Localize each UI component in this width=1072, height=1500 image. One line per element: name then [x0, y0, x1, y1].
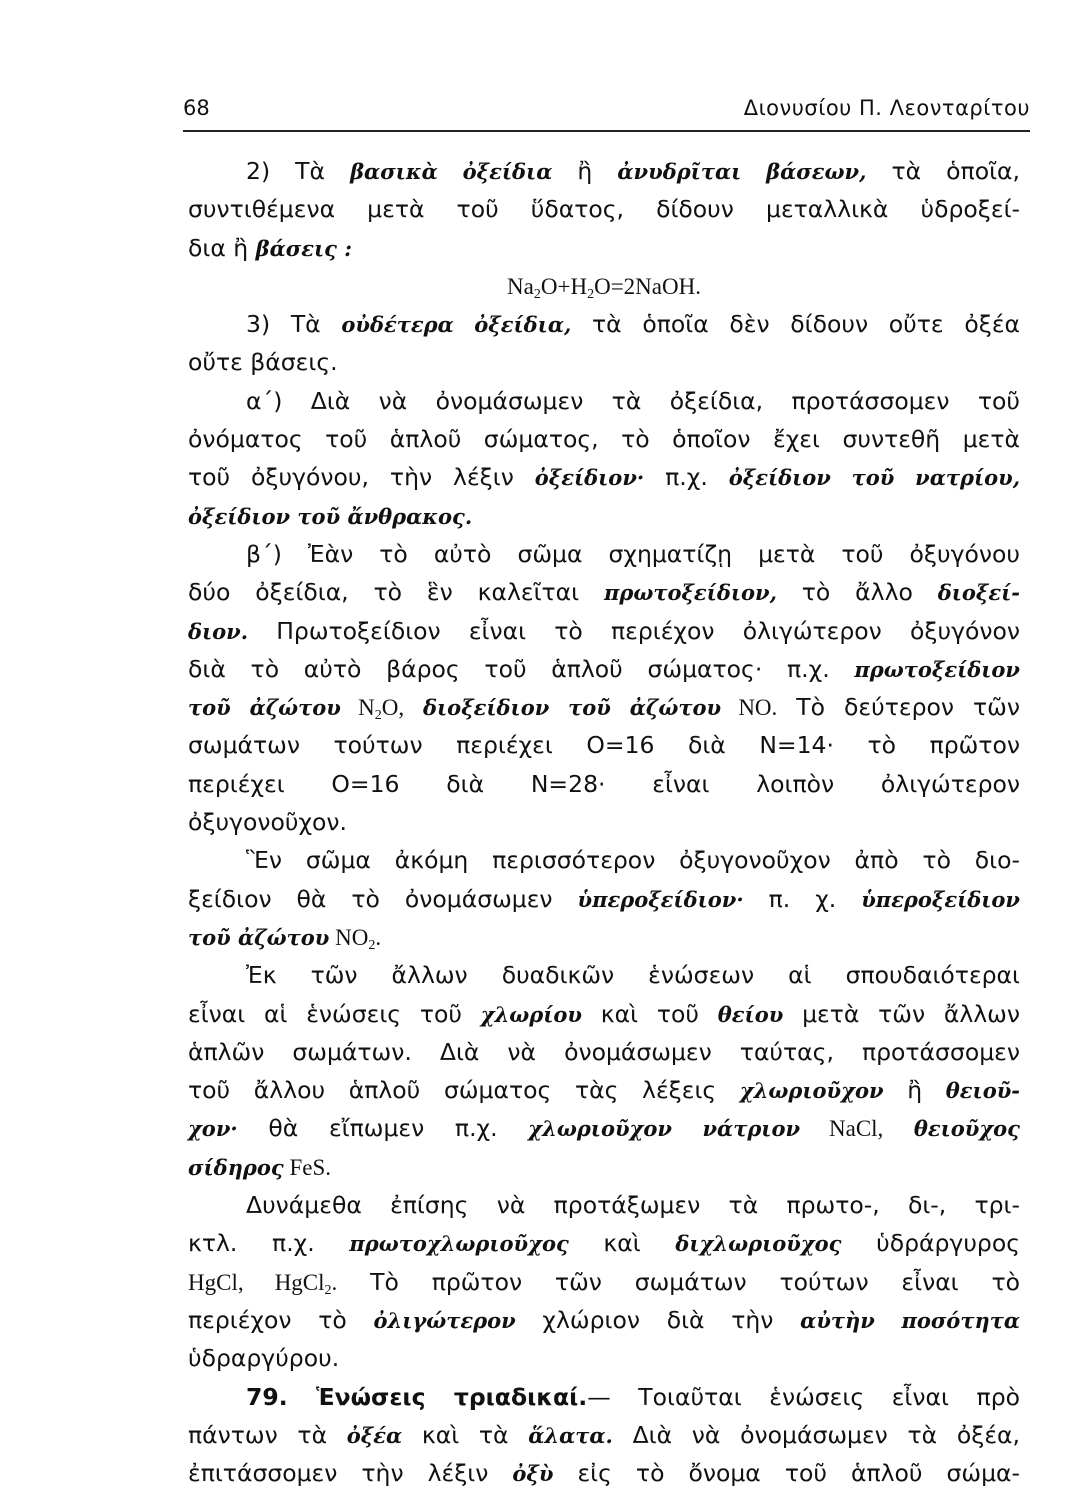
text-line: χον· θὰ εἴπωμεν π.χ. χλωριοῦχον νάτριον NaCl, θειοῦχος: [188, 1114, 1020, 1143]
text-line: περιέχον τὸ ὀλιγώτερον χλώριον διὰ τὴν αὐτὴν ποσότητα: [188, 1305, 1021, 1334]
text-line: συντιθέμενα μετὰ τοῦ ὕδατος, δίδουν μεταλλικὰ ὑδροξεί-: [188, 195, 1020, 224]
text-line: α΄) Διὰ νὰ ὀνομάσωμεν τὰ ὀξείδια, προτάσσομεν τοῦ: [246, 386, 1020, 415]
text-line: οὔτε βάσεις.: [188, 348, 338, 377]
chemical-equation: $Na_2O+H_2O=2NaOH$.: [507, 273, 701, 302]
text-line: διον. Πρωτοξείδιον εἶναι τὸ περιέχον ὀλιγώτερον ὀξυγόνον: [188, 616, 1020, 645]
text-line: ἐπιτάσσομεν τὴν λέξιν ὀξὺ εἰς τὸ ὄνομα τοῦ ἁπλοῦ σώμα-: [188, 1459, 1020, 1488]
text-line: εἶναι αἱ ἑνώσεις τοῦ χλωρίου καὶ τοῦ θείου μετὰ τῶν ἄλλων: [188, 999, 1020, 1028]
text-line: κτλ. π.χ. πρωτοχλωριοῦχος καὶ διχλωριοῦχος ὑδράργυρος: [188, 1229, 1020, 1258]
text-line: διὰ τὸ αὐτὸ βάρος τοῦ ἁπλοῦ σώματος· π.χ. πρωτοξείδιον: [188, 654, 1020, 683]
running-title: Διονυσίου Π. Λεονταρίτου: [743, 96, 1030, 120]
page-number: 68: [183, 96, 210, 120]
text-line: δια ἢ βάσεις :: [188, 233, 353, 262]
text-line: Δυνάμεθα ἐπίσης νὰ προτάξωμεν τὰ πρωτο-, δι-, τρι-: [246, 1191, 1020, 1220]
body-text: [188, 152, 1020, 1492]
text-line: πάντων τὰ ὀξέα καὶ τὰ ἅλατα. Διὰ νὰ ὀνομάσωμεν τὰ ὀξέα,: [188, 1420, 1021, 1449]
text-line: β΄) Ἐὰν τὸ αὐτὸ σῶμα σχηματίζῃ μετὰ τοῦ ὀξυγόνου: [246, 539, 1020, 568]
text-line: HgCl, HgCl$_2$. Τὸ πρῶτον τῶν σωμάτων τούτων εἶναι τὸ: [188, 1267, 1020, 1298]
text-line: δύο ὀξείδια, τὸ ἓν καλεῖται πρωτοξείδιον, τὸ ἄλλο διοξεί-: [188, 578, 1020, 607]
text-line: Ἓν σῶμα ἀκόμη περισσότερον ὀξυγονοῦχον ἀπὸ τὸ διο-: [246, 846, 1020, 875]
text-line: 2) Τὰ βασικὰ ὀξείδια ἢ ἀνυδρῖται βάσεων, τὰ ὁποῖα,: [246, 157, 1021, 185]
text-line: σίδηρος FeS.: [188, 1154, 331, 1180]
text-line: 3) Τὰ οὐδέτερα ὀξείδια, τὰ ὁποῖα δὲν δίδουν οὔτε ὀξέα: [246, 310, 1021, 339]
text-line: ἁπλῶν σωμάτων. Διὰ νὰ ὀνομάσωμεν ταύτας, προτάσσομεν: [188, 1037, 1020, 1066]
page-header: [183, 92, 1030, 132]
text-line: Ἐκ τῶν ἄλλων δυαδικῶν ἑνώσεων αἱ σπουδαιότεραι: [246, 961, 1020, 990]
text-line: ὀνόματος τοῦ ἁπλοῦ σώματος, τὸ ὁποῖον ἔχει συντεθῆ μετὰ: [188, 425, 1020, 454]
text-line: τοῦ ἄλλου ἁπλοῦ σώματος τὰς λέξεις χλωριοῦχον ἢ θειοῦ-: [188, 1076, 1021, 1105]
text-line: τοῦ ἀζώτου $N_2O$, διοξείδιον τοῦ ἀζώτου NO. Τὸ δεύτερον τῶν: [188, 693, 1020, 724]
header-rule: [183, 130, 1030, 132]
text-line: ὀξείδιον τοῦ ἄνθρακος.: [188, 503, 473, 529]
text-line: ξείδιον θὰ τὸ ὀνομάσωμεν ὑπεροξείδιον· π. χ. ὑπεροξείδιον: [188, 884, 1020, 913]
text-line: τοῦ ἀζώτου $NO_2$.: [188, 924, 382, 953]
text-line: τοῦ ὀξυγόνου, τὴν λέξιν ὀξείδιον· π.χ. ὀξείδιον τοῦ νατρίου,: [188, 463, 1021, 492]
text-line: ὑδραργύρου.: [188, 1344, 340, 1373]
text-line: περιέχει O=16 διὰ N=28· εἶναι λοιπὸν ὀλιγώτερον: [188, 769, 1020, 798]
text-line: σωμάτων τούτων περιέχει O=16 διὰ N=14· τὸ πρῶτον: [188, 731, 1020, 760]
section-heading-line: 79. Ἑνώσεις τριαδικαί.— Τοιαῦται ἑνώσεις εἶναι πρὸ: [246, 1382, 1020, 1411]
text-line: ὀξυγονοῦχον.: [188, 808, 348, 837]
